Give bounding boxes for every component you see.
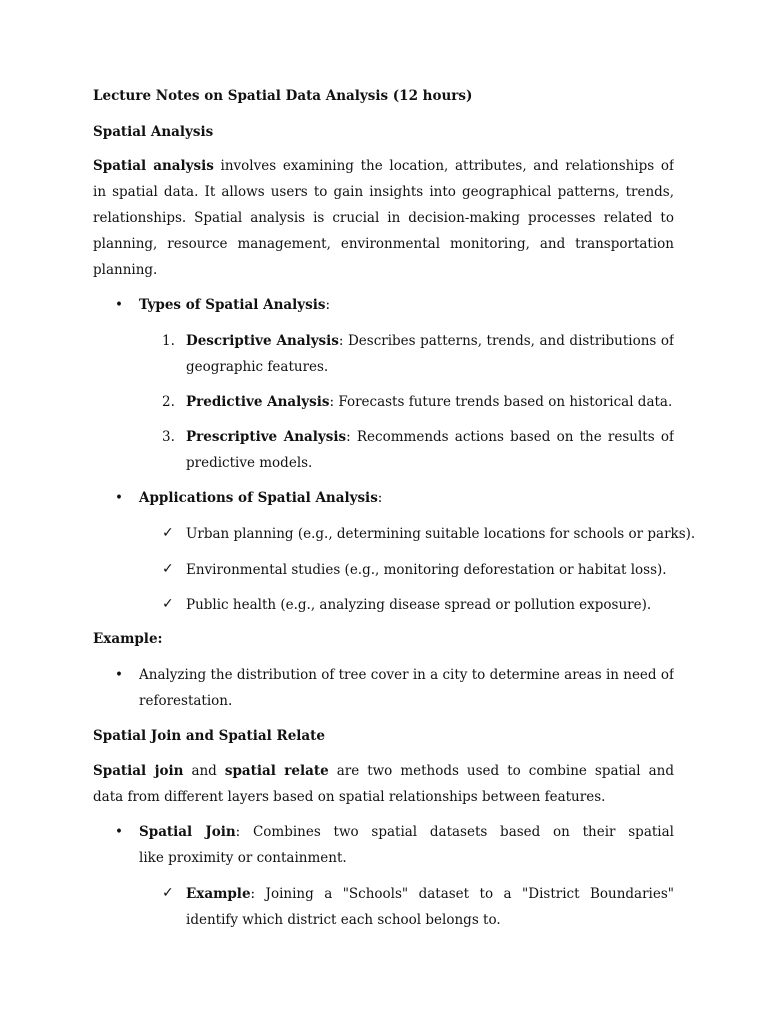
- intro-line-5: planning.: [93, 262, 158, 278]
- intro-line-1: Spatial analysis involves examining the location, attributes, and relationships of: [93, 158, 674, 174]
- bullet-icon: •: [115, 667, 123, 683]
- list-number: 2.: [162, 394, 175, 410]
- bullet-icon: •: [115, 824, 123, 840]
- example-heading: Example:: [93, 631, 163, 647]
- join-intro-paragraph: Spatial join and spatial relate are two methods used to combine spatial and data from different layers based on spatial relationships between features.: [93, 763, 674, 805]
- checkmark-icon: ✓: [162, 525, 174, 541]
- list-item-predictive: Predictive Analysis: Forecasts future trends based on historical data.: [186, 394, 673, 410]
- intro-line-3: relationships. Spatial analysis is crucial in decision-making processes related to: [93, 210, 674, 226]
- applications-heading: Applications of Spatial Analysis:: [139, 490, 383, 506]
- application-item-public-health: Public health (e.g., analyzing disease spread or pollution exposure).: [186, 597, 652, 613]
- bullet-icon: •: [115, 490, 123, 506]
- intro-paragraph: [93, 153, 674, 283]
- checkmark-icon: ✓: [162, 596, 174, 612]
- checkmark-icon: ✓: [162, 561, 174, 577]
- spatial-join-example: Example: Joining a "Schools" dataset to a "District Boundaries" identify which district each school belongs to.: [186, 886, 674, 928]
- types-heading: Types of Spatial Analysis:: [139, 297, 331, 313]
- document-title: Lecture Notes on Spatial Data Analysis (12 hours): [93, 88, 473, 104]
- list-number: 3.: [162, 429, 175, 445]
- intro-line-2: in spatial data. It allows users to gain insights into geographical patterns, trends,: [93, 184, 674, 200]
- example-item: Analyzing the distribution of tree cover in a city to determine areas in need of reforestation.: [139, 667, 674, 709]
- bullet-icon: •: [115, 297, 123, 313]
- application-item-urban: Urban planning (e.g., determining suitable locations for schools or parks).: [186, 526, 696, 542]
- list-item-prescriptive: Prescriptive Analysis: Recommends actions based on the results of predictive models.: [186, 429, 674, 471]
- application-item-environmental: Environmental studies (e.g., monitoring deforestation or habitat loss).: [186, 562, 667, 578]
- spatial-join-item: Spatial Join: Combines two spatial datasets based on their spatial like proximity or containment.: [139, 824, 674, 866]
- section-heading-spatial-join: Spatial Join and Spatial Relate: [93, 728, 325, 744]
- checkmark-icon: ✓: [162, 885, 174, 901]
- list-number: 1.: [162, 333, 175, 349]
- section-heading-spatial-analysis: Spatial Analysis: [93, 124, 214, 140]
- list-item-descriptive: Descriptive Analysis: Describes patterns, trends, and distributions of geographic features.: [186, 333, 674, 375]
- intro-line-4: planning, resource management, environmental monitoring, and transportation: [93, 236, 674, 252]
